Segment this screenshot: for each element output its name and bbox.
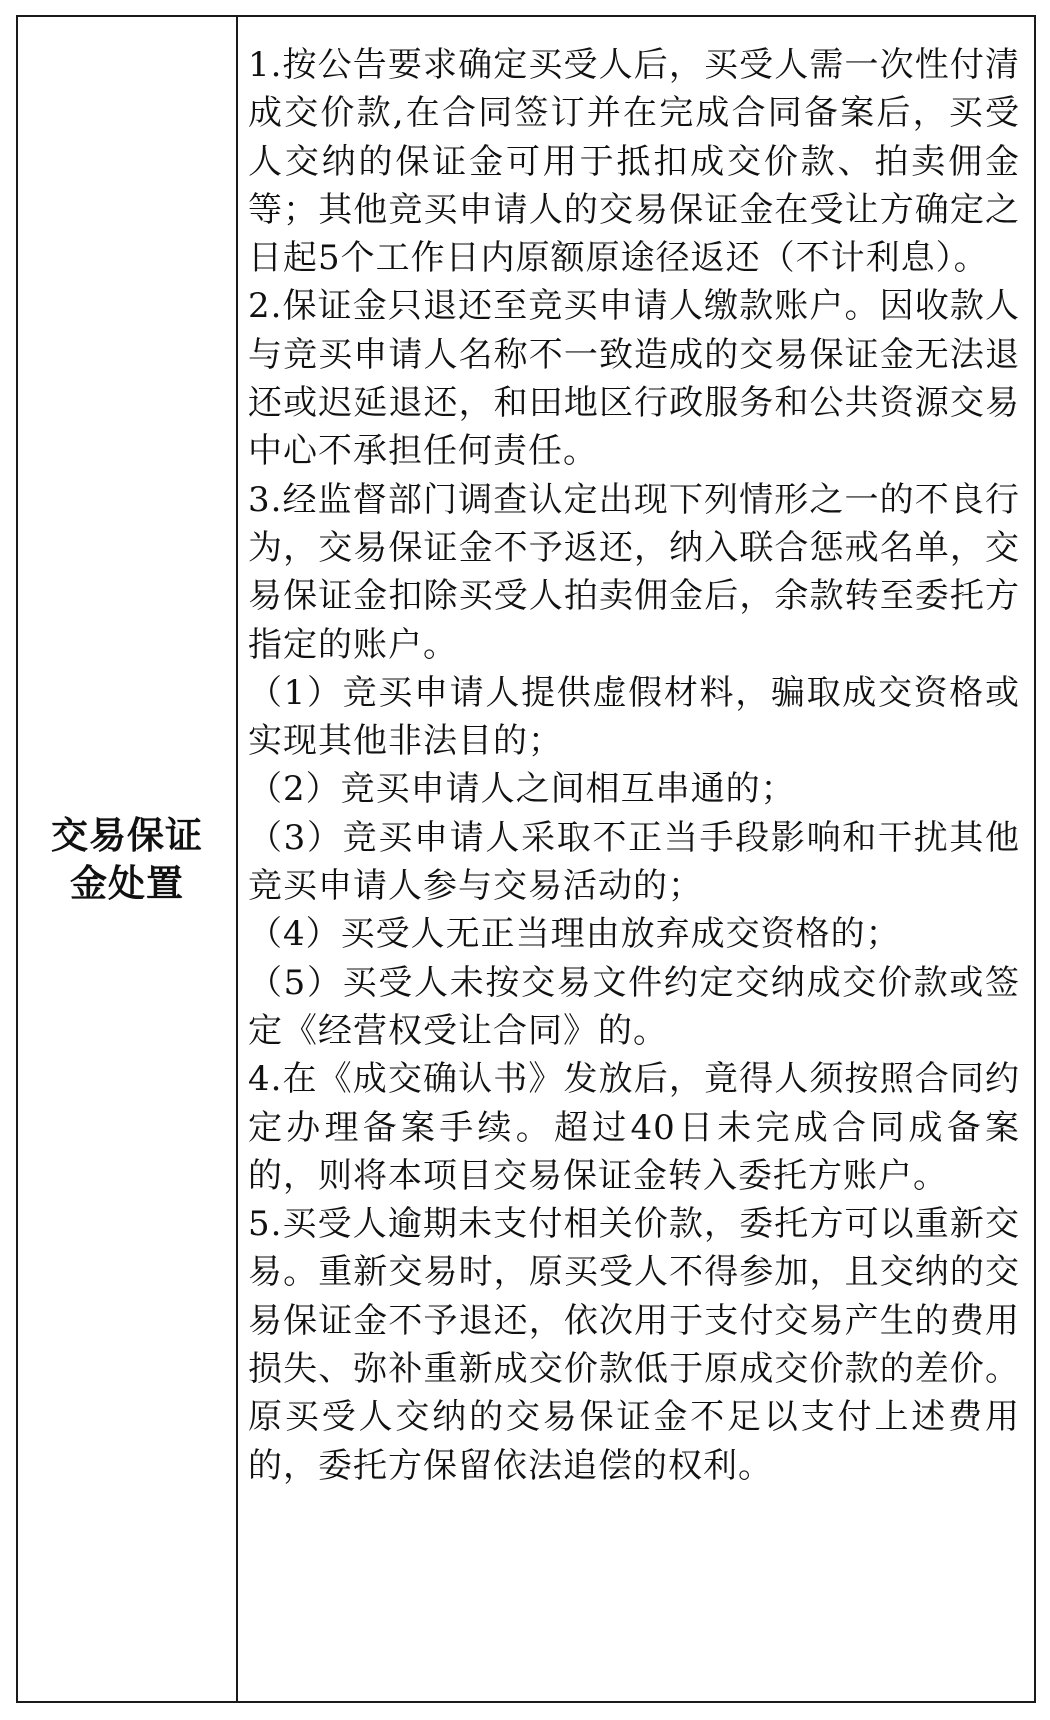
clause-3-item-1: （1）竞买申请人提供虚假材料，骗取成交资格或实现其他非法目的；	[248, 672, 1020, 762]
clause-3-item-2: （2）竞买申请人之间相互串通的；	[248, 769, 796, 810]
row-content-cell	[238, 17, 1034, 1701]
clause-2: 2.保证金只退还至竞买申请人缴款账户。因收款人与竞买申请人名称不一致造成的交易保证金无法退还或迟延退还，和田地区行政服务和公共资源交易中心不承担任何责任。	[248, 286, 1020, 472]
clause-3-item-3: （3）竞买申请人采取不正当手段影响和干扰其他竞买申请人参与交易活动的；	[248, 817, 1020, 907]
clause-5: 5.买受人逾期未支付相关价款，委托方可以重新交易。重新交易时，原买受人不得参加，且交纳的交易保证金不予退还，依次用于支付交易产生的费用损失、弥补重新成交价款低于原成交价款的差价。原买受人交纳的交易保证金不足以支付上述费用的，委托方保留依法追偿的权利。	[248, 1204, 1020, 1486]
clause-3: 3.经监督部门调查认定出现下列情形之一的不良行为，交易保证金不予返还，纳入联合惩戒名单，交易保证金扣除买受人拍卖佣金后，余款转至委托方指定的账户。	[248, 479, 1020, 665]
clause-3-item-5: （5）买受人未按交易文件约定交纳成交价款或签定《经营权受让合同》的。	[248, 962, 1020, 1051]
row-label: 交易保证金处置	[51, 813, 203, 905]
row-label-cell	[18, 17, 238, 1701]
deposit-disposal-table	[16, 15, 1036, 1703]
clause-4: 4.在《成交确认书》发放后，竟得人须按照合同约定办理备案手续。超过40日未完成合同成备案的，则将本项目交易保证金转入委托方账户。	[248, 1059, 1020, 1196]
clause-1: 1.按公告要求确定买受人后，买受人需一次性付清成交价款,在合同签订并在完成合同备案后，买受人交纳的保证金可用于抵扣成交价款、拍卖佣金等；其他竞买申请人的交易保证金在受让方确定之日起5个工作日内原额原途径返还（不计利息）。	[248, 45, 1020, 279]
clause-3-item-4: （4）买受人无正当理由放弃成交资格的；	[248, 914, 901, 955]
